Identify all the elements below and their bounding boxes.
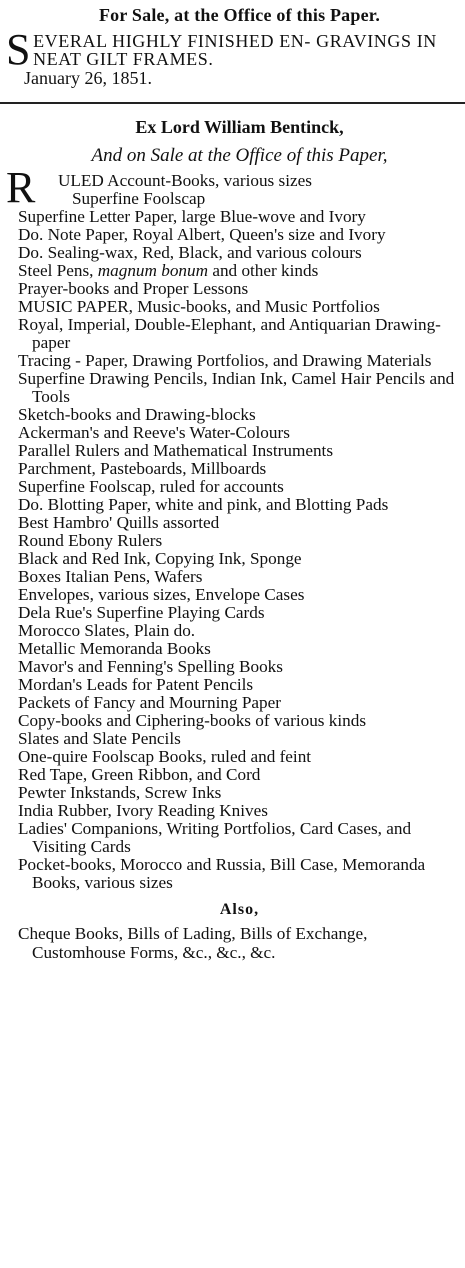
list-item: Metallic Memoranda Books — [18, 639, 211, 658]
list-item: Do. Note Paper, Royal Albert, Queen's size and Ivory — [18, 225, 386, 244]
list-item — [6, 163, 461, 212]
list-item: Prayer-books and Proper Lessons — [18, 279, 249, 298]
list-item-text: ULED Account-Books, various sizes — [58, 171, 312, 190]
drop-cap: R — [6, 163, 36, 212]
list-item: Envelopes, various sizes, Envelope Cases — [18, 585, 305, 604]
list-item: Mavor's and Fenning's Spelling Books — [18, 657, 283, 676]
list-item: Tracing - Paper, Drawing Portfolios, and Drawing Materials — [18, 351, 432, 370]
list-item: Parchment, Pasteboards, Millboards — [18, 459, 267, 478]
list-item: Superfine Letter Paper, large Blue-wove and Ivory — [18, 207, 366, 226]
list-item: One-quire Foolscap Books, ruled and feint — [18, 747, 312, 766]
also-heading: Also, — [219, 901, 260, 918]
list-item: Mordan's Leads for Patent Pencils — [18, 675, 254, 694]
list-item: Copy-books and Ciphering-books of various kinds — [18, 711, 367, 730]
list-item: Ladies' Companions, Writing Portfolios, Card Cases, and Visiting Cards — [18, 819, 412, 856]
list-item: Morocco Slates, Plain do. — [18, 621, 196, 640]
list-item-text: Superfine Foolscap — [72, 189, 206, 208]
list-item: Superfine Foolscap, ruled for accounts — [18, 477, 284, 496]
engravings-advert — [6, 25, 461, 74]
advert-heading: For Sale, at the Office of this Paper. — [98, 5, 381, 25]
closing-item: Cheque Books, Bills of Lading, Bills of Exchange, Customhouse Forms, &c., &c., &c. — [18, 924, 368, 962]
list-item: Packets of Fancy and Mourning Paper — [18, 693, 282, 712]
list-item: India Rubber, Ivory Reading Knives — [18, 801, 268, 820]
list-item: Ackerman's and Reeve's Water-Colours — [18, 423, 290, 442]
column-divider — [0, 102, 465, 104]
sale-subheading: And on Sale at the Office of this Paper, — [91, 145, 388, 166]
ship-heading: Ex Lord William Bentinck, — [135, 117, 344, 137]
list-item: MUSIC PAPER, Music-books, and Music Portfolios — [18, 297, 380, 316]
list-item: Red Tape, Green Ribbon, and Cord — [18, 765, 261, 784]
list-item: Sketch-books and Drawing-blocks — [18, 405, 256, 424]
drop-cap: S — [6, 25, 32, 74]
list-item: Superfine Drawing Pencils, Indian Ink, Camel Hair Pencils and Tools — [18, 369, 455, 406]
list-item: Slates and Slate Pencils — [18, 729, 181, 748]
list-item: Pocket-books, Morocco and Russia, Bill Case, Memoranda Books, various sizes — [18, 855, 426, 892]
list-item: Dela Rue's Superfine Playing Cards — [18, 603, 265, 622]
stationery-list — [6, 163, 461, 892]
list-item: Best Hambro' Quills assorted — [18, 513, 220, 532]
list-item: Parallel Rulers and Mathematical Instruments — [18, 441, 334, 460]
list-item: Boxes Italian Pens, Wafers — [18, 567, 203, 586]
list-item: Steel Pens, magnum bonum and other kinds — [18, 261, 319, 280]
list-item: Pewter Inkstands, Screw Inks — [18, 783, 222, 802]
list-item: Royal, Imperial, Double-Elephant, and Antiquarian Drawing-paper — [18, 315, 441, 352]
engravings-text: EVERAL HIGHLY FINISHED EN- GRAVINGS IN NEAT GILT FRAMES. — [33, 31, 437, 69]
list-item: Round Ebony Rulers — [18, 531, 163, 550]
list-item: Do. Blotting Paper, white and pink, and Blotting Pads — [18, 495, 389, 514]
italic-phrase: magnum bonum — [97, 261, 209, 280]
list-item: Do. Sealing-wax, Red, Black, and various colours — [18, 243, 362, 262]
list-item: Black and Red Ink, Copying Ink, Sponge — [18, 549, 302, 568]
advert-date: January 26, 1851. — [24, 68, 152, 88]
